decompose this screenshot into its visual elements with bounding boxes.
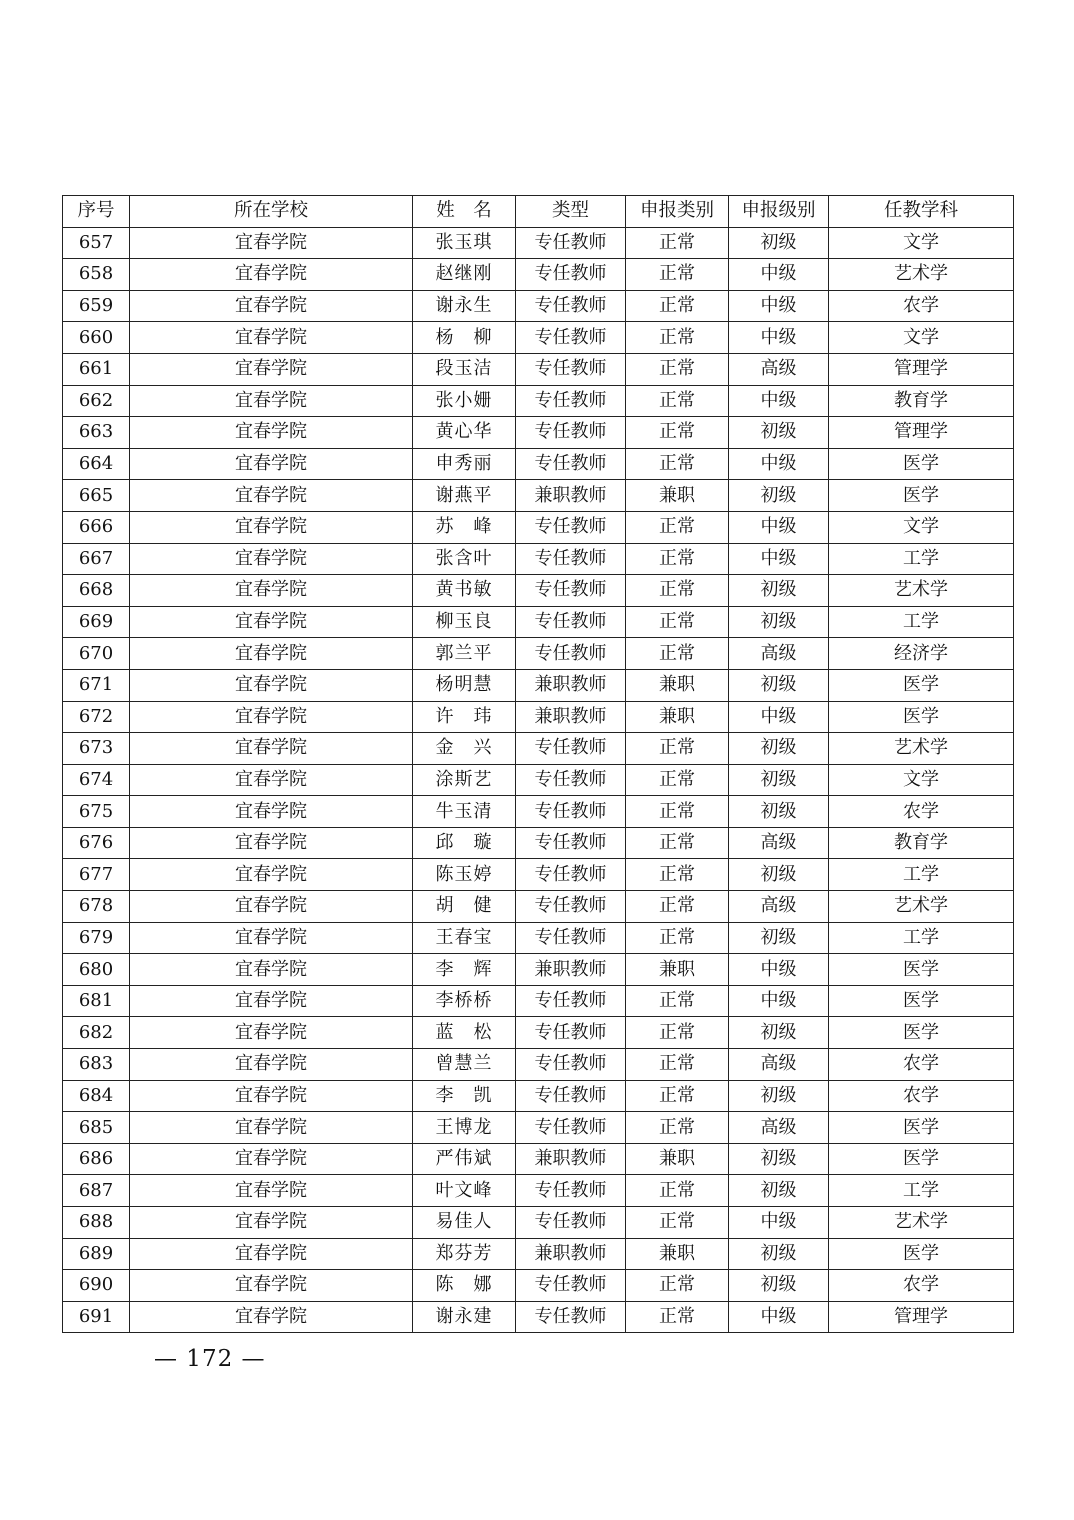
cell-subject: 医学 <box>829 1143 1014 1175</box>
cell-application-category: 正常 <box>626 796 729 828</box>
cell-application-category: 正常 <box>626 353 729 385</box>
cell-name: 牛玉清 <box>413 796 516 828</box>
cell-serial-number: 690 <box>63 1270 130 1302</box>
table-row <box>63 448 1014 480</box>
cell-type: 兼职教师 <box>516 1143 626 1175</box>
cell-application-level: 高级 <box>729 827 829 859</box>
cell-application-category: 正常 <box>626 606 729 638</box>
table-row <box>63 1175 1014 1207</box>
cell-type: 专任教师 <box>516 796 626 828</box>
cell-type: 专任教师 <box>516 385 626 417</box>
cell-subject: 艺术学 <box>829 575 1014 607</box>
cell-application-category: 兼职 <box>626 1143 729 1175</box>
cell-application-category: 正常 <box>626 448 729 480</box>
cell-name: 谢永建 <box>413 1301 516 1333</box>
cell-subject: 经济学 <box>829 638 1014 670</box>
table-row <box>63 922 1014 954</box>
cell-serial-number: 691 <box>63 1301 130 1333</box>
cell-application-category: 正常 <box>626 1080 729 1112</box>
cell-serial-number: 677 <box>63 859 130 891</box>
cell-application-level: 初级 <box>729 1238 829 1270</box>
cell-type: 兼职教师 <box>516 954 626 986</box>
page-number: — 172 — <box>154 1346 266 1372</box>
cell-serial-number: 664 <box>63 448 130 480</box>
cell-name: 张玉琪 <box>413 227 516 259</box>
table-row <box>63 733 1014 765</box>
cell-name: 黄心华 <box>413 417 516 449</box>
cell-application-category: 正常 <box>626 417 729 449</box>
cell-school: 宜春学院 <box>130 417 413 449</box>
cell-application-level: 中级 <box>729 1301 829 1333</box>
cell-application-level: 初级 <box>729 1143 829 1175</box>
cell-name: 张含叶 <box>413 543 516 575</box>
cell-school: 宜春学院 <box>130 290 413 322</box>
table-row <box>63 1238 1014 1270</box>
cell-name: 李桥桥 <box>413 985 516 1017</box>
cell-type: 专任教师 <box>516 417 626 449</box>
cell-application-level: 中级 <box>729 954 829 986</box>
cell-school: 宜春学院 <box>130 669 413 701</box>
cell-name: 申秀丽 <box>413 448 516 480</box>
cell-serial-number: 675 <box>63 796 130 828</box>
cell-subject: 医学 <box>829 985 1014 1017</box>
cell-application-level: 初级 <box>729 417 829 449</box>
cell-serial-number: 674 <box>63 764 130 796</box>
cell-application-category: 正常 <box>626 543 729 575</box>
cell-type: 专任教师 <box>516 859 626 891</box>
header-name: 姓 名 <box>413 196 516 228</box>
cell-application-level: 初级 <box>729 859 829 891</box>
cell-name: 李 凯 <box>413 1080 516 1112</box>
cell-serial-number: 687 <box>63 1175 130 1207</box>
cell-school: 宜春学院 <box>130 385 413 417</box>
cell-school: 宜春学院 <box>130 638 413 670</box>
table-header-row <box>63 196 1014 228</box>
cell-school: 宜春学院 <box>130 606 413 638</box>
cell-school: 宜春学院 <box>130 764 413 796</box>
cell-serial-number: 673 <box>63 733 130 765</box>
header-application-level: 申报级别 <box>729 196 829 228</box>
header-subject: 任教学科 <box>829 196 1014 228</box>
cell-subject: 艺术学 <box>829 733 1014 765</box>
cell-application-level: 初级 <box>729 764 829 796</box>
header-school: 所在学校 <box>130 196 413 228</box>
cell-name: 段玉洁 <box>413 353 516 385</box>
cell-school: 宜春学院 <box>130 827 413 859</box>
cell-serial-number: 666 <box>63 511 130 543</box>
cell-name: 胡 健 <box>413 891 516 923</box>
cell-subject: 医学 <box>829 1112 1014 1144</box>
cell-application-level: 中级 <box>729 511 829 543</box>
cell-subject: 医学 <box>829 954 1014 986</box>
table-row <box>63 796 1014 828</box>
cell-application-category: 正常 <box>626 322 729 354</box>
cell-application-level: 高级 <box>729 638 829 670</box>
cell-application-level: 初级 <box>729 480 829 512</box>
cell-subject: 医学 <box>829 1238 1014 1270</box>
table-row <box>63 891 1014 923</box>
table-row <box>63 701 1014 733</box>
cell-application-level: 中级 <box>729 259 829 291</box>
cell-school: 宜春学院 <box>130 480 413 512</box>
cell-subject: 管理学 <box>829 353 1014 385</box>
cell-school: 宜春学院 <box>130 1049 413 1081</box>
cell-serial-number: 689 <box>63 1238 130 1270</box>
table-row <box>63 764 1014 796</box>
cell-serial-number: 680 <box>63 954 130 986</box>
cell-school: 宜春学院 <box>130 227 413 259</box>
cell-serial-number: 670 <box>63 638 130 670</box>
cell-type: 专任教师 <box>516 827 626 859</box>
cell-school: 宜春学院 <box>130 543 413 575</box>
cell-serial-number: 678 <box>63 891 130 923</box>
table-row <box>63 1207 1014 1239</box>
cell-serial-number: 683 <box>63 1049 130 1081</box>
cell-name: 李 辉 <box>413 954 516 986</box>
cell-application-level: 高级 <box>729 353 829 385</box>
cell-type: 专任教师 <box>516 353 626 385</box>
cell-subject: 农学 <box>829 796 1014 828</box>
cell-serial-number: 676 <box>63 827 130 859</box>
cell-name: 张小姗 <box>413 385 516 417</box>
table-body <box>63 227 1014 1333</box>
cell-school: 宜春学院 <box>130 859 413 891</box>
cell-school: 宜春学院 <box>130 954 413 986</box>
cell-serial-number: 657 <box>63 227 130 259</box>
table-row <box>63 511 1014 543</box>
cell-name: 黄书敏 <box>413 575 516 607</box>
cell-name: 王春宝 <box>413 922 516 954</box>
cell-application-level: 高级 <box>729 1049 829 1081</box>
cell-school: 宜春学院 <box>130 259 413 291</box>
table-row <box>63 669 1014 701</box>
cell-school: 宜春学院 <box>130 1143 413 1175</box>
cell-application-level: 初级 <box>729 1017 829 1049</box>
header-type: 类型 <box>516 196 626 228</box>
cell-type: 专任教师 <box>516 1112 626 1144</box>
cell-application-level: 中级 <box>729 385 829 417</box>
cell-type: 兼职教师 <box>516 669 626 701</box>
header-serial-number: 序号 <box>63 196 130 228</box>
cell-name: 郑芬芳 <box>413 1238 516 1270</box>
table-row <box>63 985 1014 1017</box>
table-row <box>63 1017 1014 1049</box>
cell-application-category: 正常 <box>626 1270 729 1302</box>
cell-application-level: 中级 <box>729 448 829 480</box>
table-row <box>63 1143 1014 1175</box>
table-row <box>63 385 1014 417</box>
cell-type: 专任教师 <box>516 511 626 543</box>
table-row <box>63 1301 1014 1333</box>
cell-application-level: 初级 <box>729 606 829 638</box>
cell-type: 专任教师 <box>516 1017 626 1049</box>
cell-application-category: 兼职 <box>626 701 729 733</box>
cell-type: 兼职教师 <box>516 701 626 733</box>
cell-subject: 文学 <box>829 322 1014 354</box>
cell-application-level: 初级 <box>729 1080 829 1112</box>
cell-school: 宜春学院 <box>130 1207 413 1239</box>
table-row <box>63 638 1014 670</box>
cell-application-level: 初级 <box>729 669 829 701</box>
cell-application-category: 正常 <box>626 1301 729 1333</box>
cell-type: 专任教师 <box>516 543 626 575</box>
cell-name: 陈玉婷 <box>413 859 516 891</box>
cell-name: 杨明慧 <box>413 669 516 701</box>
cell-application-level: 初级 <box>729 575 829 607</box>
cell-type: 专任教师 <box>516 985 626 1017</box>
cell-application-level: 初级 <box>729 922 829 954</box>
cell-school: 宜春学院 <box>130 1017 413 1049</box>
cell-application-category: 正常 <box>626 1017 729 1049</box>
cell-application-level: 中级 <box>729 290 829 322</box>
cell-subject: 教育学 <box>829 827 1014 859</box>
cell-type: 专任教师 <box>516 1175 626 1207</box>
cell-application-category: 兼职 <box>626 1238 729 1270</box>
cell-type: 专任教师 <box>516 448 626 480</box>
cell-type: 专任教师 <box>516 227 626 259</box>
cell-serial-number: 667 <box>63 543 130 575</box>
cell-application-category: 兼职 <box>626 669 729 701</box>
table-row <box>63 1049 1014 1081</box>
cell-type: 专任教师 <box>516 575 626 607</box>
cell-type: 专任教师 <box>516 1270 626 1302</box>
cell-application-category: 正常 <box>626 859 729 891</box>
cell-school: 宜春学院 <box>130 985 413 1017</box>
cell-school: 宜春学院 <box>130 796 413 828</box>
cell-subject: 工学 <box>829 859 1014 891</box>
cell-school: 宜春学院 <box>130 1080 413 1112</box>
cell-name: 郭兰平 <box>413 638 516 670</box>
cell-subject: 管理学 <box>829 1301 1014 1333</box>
cell-subject: 教育学 <box>829 385 1014 417</box>
cell-type: 专任教师 <box>516 764 626 796</box>
cell-subject: 医学 <box>829 701 1014 733</box>
cell-application-level: 中级 <box>729 543 829 575</box>
cell-name: 赵继刚 <box>413 259 516 291</box>
table-row <box>63 859 1014 891</box>
table-row <box>63 827 1014 859</box>
cell-type: 专任教师 <box>516 1080 626 1112</box>
cell-subject: 文学 <box>829 511 1014 543</box>
cell-subject: 文学 <box>829 764 1014 796</box>
table-row <box>63 1080 1014 1112</box>
cell-school: 宜春学院 <box>130 1238 413 1270</box>
cell-subject: 医学 <box>829 448 1014 480</box>
cell-name: 金 兴 <box>413 733 516 765</box>
cell-school: 宜春学院 <box>130 1301 413 1333</box>
table-row <box>63 322 1014 354</box>
cell-application-category: 正常 <box>626 985 729 1017</box>
cell-serial-number: 660 <box>63 322 130 354</box>
cell-type: 专任教师 <box>516 891 626 923</box>
cell-subject: 文学 <box>829 227 1014 259</box>
cell-subject: 艺术学 <box>829 259 1014 291</box>
cell-subject: 农学 <box>829 1049 1014 1081</box>
cell-serial-number: 681 <box>63 985 130 1017</box>
cell-type: 专任教师 <box>516 290 626 322</box>
cell-school: 宜春学院 <box>130 701 413 733</box>
cell-subject: 工学 <box>829 606 1014 638</box>
cell-name: 蓝 松 <box>413 1017 516 1049</box>
cell-school: 宜春学院 <box>130 1112 413 1144</box>
cell-serial-number: 661 <box>63 353 130 385</box>
cell-type: 专任教师 <box>516 733 626 765</box>
cell-serial-number: 662 <box>63 385 130 417</box>
cell-application-level: 中级 <box>729 701 829 733</box>
cell-application-category: 正常 <box>626 764 729 796</box>
cell-school: 宜春学院 <box>130 922 413 954</box>
cell-subject: 工学 <box>829 922 1014 954</box>
cell-type: 专任教师 <box>516 259 626 291</box>
cell-application-level: 初级 <box>729 796 829 828</box>
cell-subject: 医学 <box>829 669 1014 701</box>
cell-school: 宜春学院 <box>130 448 413 480</box>
cell-application-category: 正常 <box>626 290 729 322</box>
cell-type: 专任教师 <box>516 1207 626 1239</box>
cell-type: 专任教师 <box>516 606 626 638</box>
cell-type: 兼职教师 <box>516 1238 626 1270</box>
cell-serial-number: 679 <box>63 922 130 954</box>
cell-subject: 医学 <box>829 480 1014 512</box>
cell-application-category: 正常 <box>626 259 729 291</box>
cell-name: 许 玮 <box>413 701 516 733</box>
cell-name: 杨 柳 <box>413 322 516 354</box>
cell-serial-number: 659 <box>63 290 130 322</box>
cell-serial-number: 663 <box>63 417 130 449</box>
cell-name: 邱 璇 <box>413 827 516 859</box>
cell-school: 宜春学院 <box>130 353 413 385</box>
cell-type: 专任教师 <box>516 1049 626 1081</box>
cell-application-category: 兼职 <box>626 954 729 986</box>
cell-name: 易佳人 <box>413 1207 516 1239</box>
cell-application-category: 正常 <box>626 1112 729 1144</box>
cell-application-category: 兼职 <box>626 480 729 512</box>
cell-school: 宜春学院 <box>130 575 413 607</box>
cell-application-level: 高级 <box>729 1112 829 1144</box>
table-row <box>63 227 1014 259</box>
cell-name: 谢永生 <box>413 290 516 322</box>
cell-type: 专任教师 <box>516 922 626 954</box>
cell-subject: 医学 <box>829 1017 1014 1049</box>
cell-application-level: 初级 <box>729 227 829 259</box>
table-row <box>63 606 1014 638</box>
table-row <box>63 1112 1014 1144</box>
table-row <box>63 353 1014 385</box>
cell-application-category: 正常 <box>626 1175 729 1207</box>
cell-serial-number: 686 <box>63 1143 130 1175</box>
cell-application-category: 正常 <box>626 511 729 543</box>
cell-type: 专任教师 <box>516 322 626 354</box>
cell-type: 兼职教师 <box>516 480 626 512</box>
cell-application-category: 正常 <box>626 227 729 259</box>
cell-application-level: 中级 <box>729 985 829 1017</box>
cell-name: 王博龙 <box>413 1112 516 1144</box>
cell-school: 宜春学院 <box>130 733 413 765</box>
cell-application-level: 高级 <box>729 891 829 923</box>
cell-application-level: 中级 <box>729 1207 829 1239</box>
table-row <box>63 259 1014 291</box>
cell-subject: 工学 <box>829 1175 1014 1207</box>
cell-application-category: 正常 <box>626 1049 729 1081</box>
cell-subject: 农学 <box>829 1080 1014 1112</box>
cell-type: 专任教师 <box>516 1301 626 1333</box>
cell-subject: 管理学 <box>829 417 1014 449</box>
cell-application-category: 正常 <box>626 1207 729 1239</box>
cell-subject: 农学 <box>829 290 1014 322</box>
cell-school: 宜春学院 <box>130 891 413 923</box>
cell-serial-number: 684 <box>63 1080 130 1112</box>
cell-name: 严伟斌 <box>413 1143 516 1175</box>
roster-table <box>62 195 1014 1333</box>
cell-subject: 工学 <box>829 543 1014 575</box>
cell-subject: 艺术学 <box>829 891 1014 923</box>
cell-school: 宜春学院 <box>130 1270 413 1302</box>
cell-serial-number: 665 <box>63 480 130 512</box>
cell-school: 宜春学院 <box>130 511 413 543</box>
cell-application-level: 初级 <box>729 1175 829 1207</box>
cell-application-level: 初级 <box>729 733 829 765</box>
cell-school: 宜春学院 <box>130 1175 413 1207</box>
cell-application-category: 正常 <box>626 827 729 859</box>
cell-name: 苏 峰 <box>413 511 516 543</box>
cell-name: 谢燕平 <box>413 480 516 512</box>
cell-application-category: 正常 <box>626 638 729 670</box>
table-row <box>63 954 1014 986</box>
cell-serial-number: 671 <box>63 669 130 701</box>
cell-subject: 艺术学 <box>829 1207 1014 1239</box>
cell-subject: 农学 <box>829 1270 1014 1302</box>
cell-serial-number: 669 <box>63 606 130 638</box>
cell-name: 叶文峰 <box>413 1175 516 1207</box>
cell-serial-number: 682 <box>63 1017 130 1049</box>
cell-application-level: 初级 <box>729 1270 829 1302</box>
cell-serial-number: 685 <box>63 1112 130 1144</box>
cell-application-category: 正常 <box>626 891 729 923</box>
table-row <box>63 575 1014 607</box>
table-row <box>63 480 1014 512</box>
cell-name: 曾慧兰 <box>413 1049 516 1081</box>
cell-name: 陈 娜 <box>413 1270 516 1302</box>
cell-application-level: 中级 <box>729 322 829 354</box>
cell-application-category: 正常 <box>626 733 729 765</box>
cell-application-category: 正常 <box>626 575 729 607</box>
cell-application-category: 正常 <box>626 385 729 417</box>
cell-school: 宜春学院 <box>130 322 413 354</box>
cell-serial-number: 658 <box>63 259 130 291</box>
table-row <box>63 290 1014 322</box>
cell-serial-number: 672 <box>63 701 130 733</box>
cell-serial-number: 688 <box>63 1207 130 1239</box>
cell-name: 柳玉良 <box>413 606 516 638</box>
cell-type: 专任教师 <box>516 638 626 670</box>
cell-application-category: 正常 <box>626 922 729 954</box>
cell-name: 涂斯艺 <box>413 764 516 796</box>
header-application-category: 申报类别 <box>626 196 729 228</box>
table-row <box>63 543 1014 575</box>
cell-serial-number: 668 <box>63 575 130 607</box>
table-row <box>63 417 1014 449</box>
table-row <box>63 1270 1014 1302</box>
